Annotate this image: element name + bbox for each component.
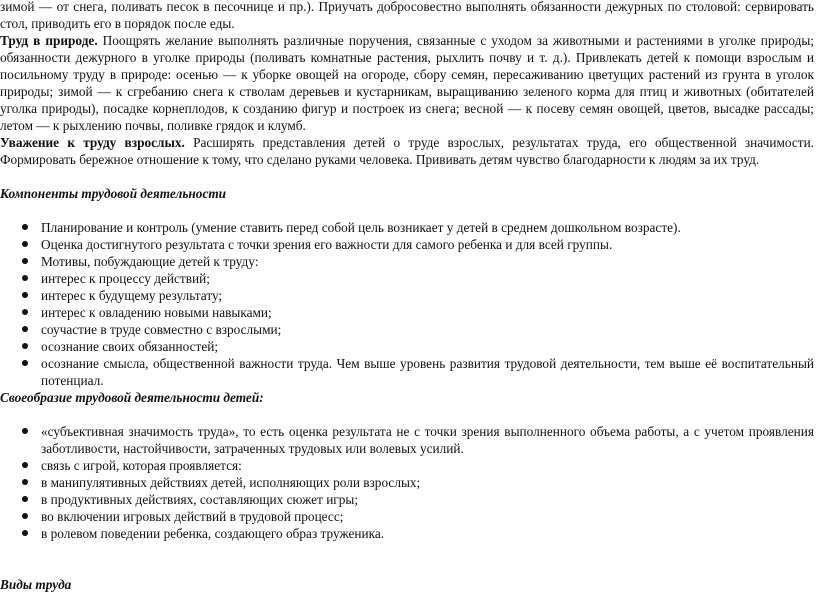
bullet-icon [22,292,28,298]
list-item: в продуктивных действиях, составляющих сюжет игры; [0,491,816,508]
list-item: в ролевом поведении ребенка, создающего образ труженика. [0,525,816,542]
list-item: интерес к овладению новыми навыками; [0,304,816,321]
bullet-icon [22,513,28,519]
list-item: «субъективная значимость труда», то есть оценка результата не с точки зрения выполненного объема работы, а с учетом проявления заботливости, настойчивости, затраченных трудовых или волевых усилий. [0,423,816,457]
bullet-icon [22,224,28,230]
components-heading: Компоненты трудовой деятельности [0,186,227,201]
list-item: осознание смысла, общественной важности труда. Чем выше уровень развития трудовой деятельности, тем выше её воспитательный потенциал. [0,355,816,389]
list-item: интерес к будущему результату; [0,287,816,304]
bullet-icon [22,530,28,536]
bullet-icon [22,258,28,264]
bullet-icon [22,309,28,315]
nature-work-heading: Труд в природе. [0,33,98,48]
list-item: соучастие в труде совместно с взрослыми; [0,321,816,338]
bullet-icon [22,428,28,434]
list-item: во включении игровых действий в трудовой процесс; [0,508,816,525]
types-heading: Виды труда [0,577,72,592]
bullet-icon [22,326,28,332]
respect-adult-work-text: Расширять представления детей о труде взрослых, результатах труда, его общественной значимости. Формировать бережное отношение к тому, что сделано руками человека. Прививать детям чувство благодарности к людям за их труд. [0,135,815,167]
features-heading: Своеобразие трудовой деятельности детей: [0,390,264,405]
bullet-icon [22,360,28,366]
components-list [0,219,816,389]
list-item: связь с игрой, которая проявляется: [0,457,816,474]
bullet-icon [22,479,28,485]
paragraph-duty-dining: зимой — от снега, поливать песок в песочнице и пр.). Приучать добросовестно выполнять обязанности дежурных по столовой: сервировать стол, приводить его в порядок после еды. [0,0,814,31]
bullet-icon [22,496,28,502]
bullet-icon [22,462,28,468]
nature-work-text: Поощрять желание выполнять различные поручения, связанные с уходом за животными и растениями в уголке природы; обязанности дежурного в уголке природы (поливать комнатные растения, рыхлить почву и т. д.). Привлекать детей к помощи взрослым и посильному труду в природе: осенью — к уборке овощей на огороде, сбору семян, пересаживанию цветущих растений из грунта в уголок природы; зимой — к сгребанию снега к стволам деревьев и кустарникам, выращиванию зеленого корма для птиц и животных (обитателей уголка природы), посадке корнеплодов, к созданию фигур и построек из снега; весной — к посеву семян овощей, цветов, высадке рассады; летом — к рыхлению почвы, поливке грядок и клумб. [0,33,814,133]
features-list [0,423,816,542]
list-item: осознание своих обязанностей; [0,338,816,355]
list-item: Оценка достигнутого результата с точки зрения его важности для самого ребенка и для всей группы. [0,236,816,253]
paragraph-respect-adult-work [0,134,816,168]
bullet-icon [22,275,28,281]
bullet-icon [22,241,28,247]
respect-adult-work-heading: Уважение к труду взрослых. [0,135,185,150]
paragraph-nature-work [0,32,816,134]
list-item: в манипулятивных действиях детей, исполняющих роли взрослых; [0,474,816,491]
list-item: Планирование и контроль (умение ставить перед собой цель возникает у детей в среднем дошкольном возрасте). [0,219,816,236]
list-item: интерес к процессу действий; [0,270,816,287]
list-item: Мотивы, побуждающие детей к труду: [0,253,816,270]
bullet-icon [22,343,28,349]
